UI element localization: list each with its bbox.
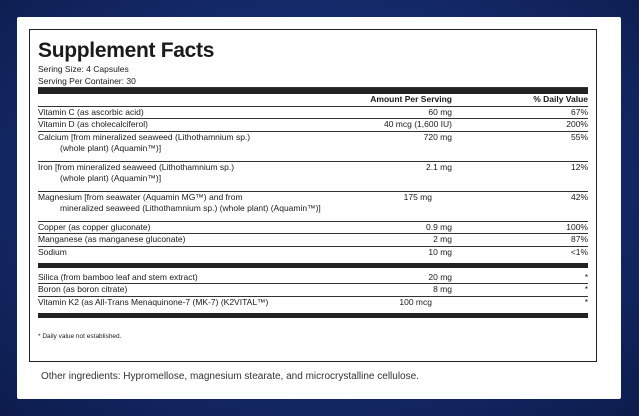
- nutrient-amount: 40 mcg (1,600 IU): [383, 119, 452, 129]
- nutrient-amount: 20 mg: [428, 271, 452, 282]
- product-info-card: [17, 17, 621, 399]
- nutrient-dv: *: [584, 284, 588, 294]
- nutrient-dv: 55%: [570, 131, 588, 142]
- nutrient-name: Copper (as copper gluconate): [38, 221, 151, 232]
- nutrient-amount: 2 mg: [433, 234, 452, 244]
- nutrient-name: Boron (as boron citrate): [38, 284, 128, 294]
- serving-size: Sering Size: 4 Capsules: [38, 64, 129, 74]
- nutrient-amount: 720 mg: [423, 131, 452, 142]
- nutrient-name: Magnesium [from seawater (Aquamin MG™) and from: [38, 191, 243, 202]
- nutrient-amount: 60 mg: [428, 106, 452, 117]
- nutrient-name: Manganese (as manganese gluconate): [38, 234, 186, 244]
- nutrient-dv: *: [584, 271, 588, 282]
- nutrient-amount: 8 mg: [433, 284, 452, 294]
- column-header-dv: % Daily Value: [533, 94, 588, 104]
- nutrient-dv: 67%: [570, 106, 588, 117]
- nutrient-name: Vitamin C (as ascorbic acid): [38, 106, 144, 117]
- table-row: [38, 192, 588, 222]
- nutrient-dv: *: [584, 296, 588, 307]
- nutrient-amount: 100 mcg: [399, 296, 432, 307]
- panel-title: Supplement Facts: [38, 39, 215, 62]
- table-row: [38, 107, 588, 120]
- table-row: [38, 297, 588, 318]
- table-row: [38, 222, 588, 235]
- nutrient-name: Iron [from mineralized seaweed (Lithothamnium sp.): [38, 161, 235, 172]
- column-header-nutrient: [38, 94, 332, 106]
- nutrient-dv: 100%: [566, 221, 588, 232]
- nutrient-dv: <1%: [570, 246, 588, 257]
- nutrient-name: Calcium [from mineralized seaweed (Lithothamnium sp.): [38, 131, 251, 142]
- column-header-amount: Amount Per Serving: [370, 94, 452, 104]
- nutrient-name: Vitamin D (as cholecalciferol): [38, 119, 148, 129]
- nutrient-amount: 0.9 mg: [426, 221, 452, 232]
- table-row: [38, 234, 588, 247]
- nutrient-list-secondary: [38, 272, 588, 318]
- nutrient-name: Silica (from bamboo leaf and stem extract): [38, 271, 198, 282]
- nutrient-amount: 175 mg: [403, 191, 432, 202]
- nutrient-dv: 200%: [566, 119, 588, 129]
- table-row: [38, 119, 588, 132]
- nutrient-dv: 42%: [570, 191, 588, 202]
- nutrient-list-primary: [38, 107, 588, 268]
- nutrient-amount: 2.1 mg: [426, 161, 452, 172]
- nutrient-name: Vitamin K2 (as All-Trans Menaquinone-7 (MK-7) (K2VITAL™): [38, 296, 269, 307]
- nutrient-amount: 10 mg: [428, 246, 452, 257]
- column-header-row: [38, 94, 588, 107]
- nutrient-dv: 12%: [570, 161, 588, 172]
- table-row: [38, 247, 588, 268]
- table-row: [38, 132, 588, 162]
- other-ingredients: Other ingredients: Hypromellose, magnesium stearate, and microcrystalline cellulose.: [41, 371, 419, 382]
- nutrient-dv: 87%: [570, 234, 588, 244]
- nutrient-name-cont: (whole plant) (Aquamin™)]: [60, 143, 162, 153]
- table-row: [38, 162, 588, 192]
- table-row: [38, 284, 588, 297]
- servings-per-container: Serving Per Container: 30: [38, 75, 588, 88]
- nutrient-name-cont: (whole plant) (Aquamin™)]: [60, 173, 162, 183]
- daily-value-footnote: * Daily value not established.: [38, 332, 122, 340]
- nutrient-name-cont: mineralized seaweed (Lithothamnium sp.) (whole plant) (Aquamin™)]: [60, 203, 321, 213]
- supplement-facts-panel: [29, 29, 597, 362]
- table-row: [38, 272, 588, 285]
- nutrient-name: Sodium: [38, 246, 67, 257]
